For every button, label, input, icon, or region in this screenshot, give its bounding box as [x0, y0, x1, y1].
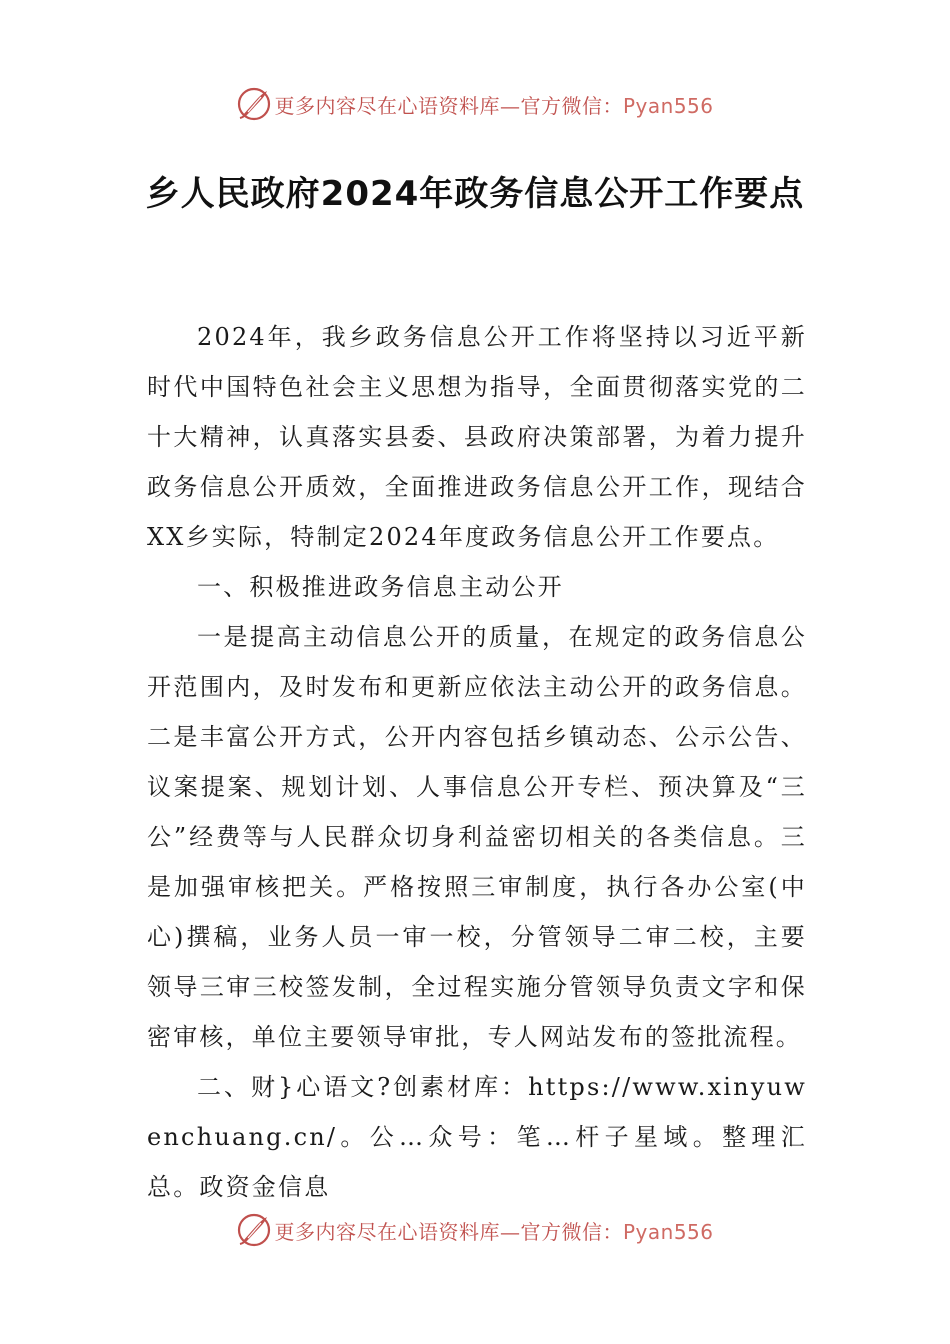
quill-pen-logo-icon	[236, 86, 272, 122]
section-heading-2: 二、财}心语文?创素材库：https://www.xinyuwenchuang.cn/。公…众号：笔…杆子星域。整理汇总。政资金信息	[147, 1073, 807, 1201]
header-wechat-handle: Pyan556	[622, 93, 714, 118]
header-watermark-text: 更多内容尽在心语资料库—官方微信：Pyan556	[274, 93, 714, 118]
footer-watermark-text: 更多内容尽在心语资料库—官方微信：Pyan556	[274, 1219, 714, 1244]
section-1-paragraph: 一是提高主动信息公开的质量，在规定的政务信息公开范围内，及时发布和更新应依法主动公开的政务信息。二是丰富公开方式，公开内容包括乡镇动态、公示公告、议案提案、规划计划、人事信息公开专栏、预决算及“三公”经费等与人民群众切身利益密切相关的各类信息。三是加强审核把关。严格按照三审制度，执行各办公室(中心)撰稿，业务人员一审一校，分管领导二审二校，主要领导三审三校签发制，全过程实施分管领导负责文字和保密审核，单位主要领导审批，专人网站发布的签批流程。	[147, 623, 807, 1051]
header-watermark-banner	[0, 84, 950, 124]
document-title: 乡人民政府2024年政务信息公开工作要点	[145, 174, 805, 214]
intro-paragraph: 2024年，我乡政务信息公开工作将坚持以习近平新时代中国特色社会主义思想为指导，全面贯彻落实党的二十大精神，认真落实县委、县政府决策部署，为着力提升政务信息公开质效，全面推进政务信息公开工作，现结合XX乡实际，特制定2024年度政务信息公开工作要点。	[147, 323, 807, 551]
document-body	[147, 312, 807, 1212]
quill-pen-logo-icon	[236, 1212, 272, 1248]
footer-wechat-handle: Pyan556	[622, 1219, 714, 1244]
footer-watermark-banner	[0, 1210, 950, 1250]
section-heading-1: 一、积极推进政务信息主动公开	[197, 573, 564, 601]
